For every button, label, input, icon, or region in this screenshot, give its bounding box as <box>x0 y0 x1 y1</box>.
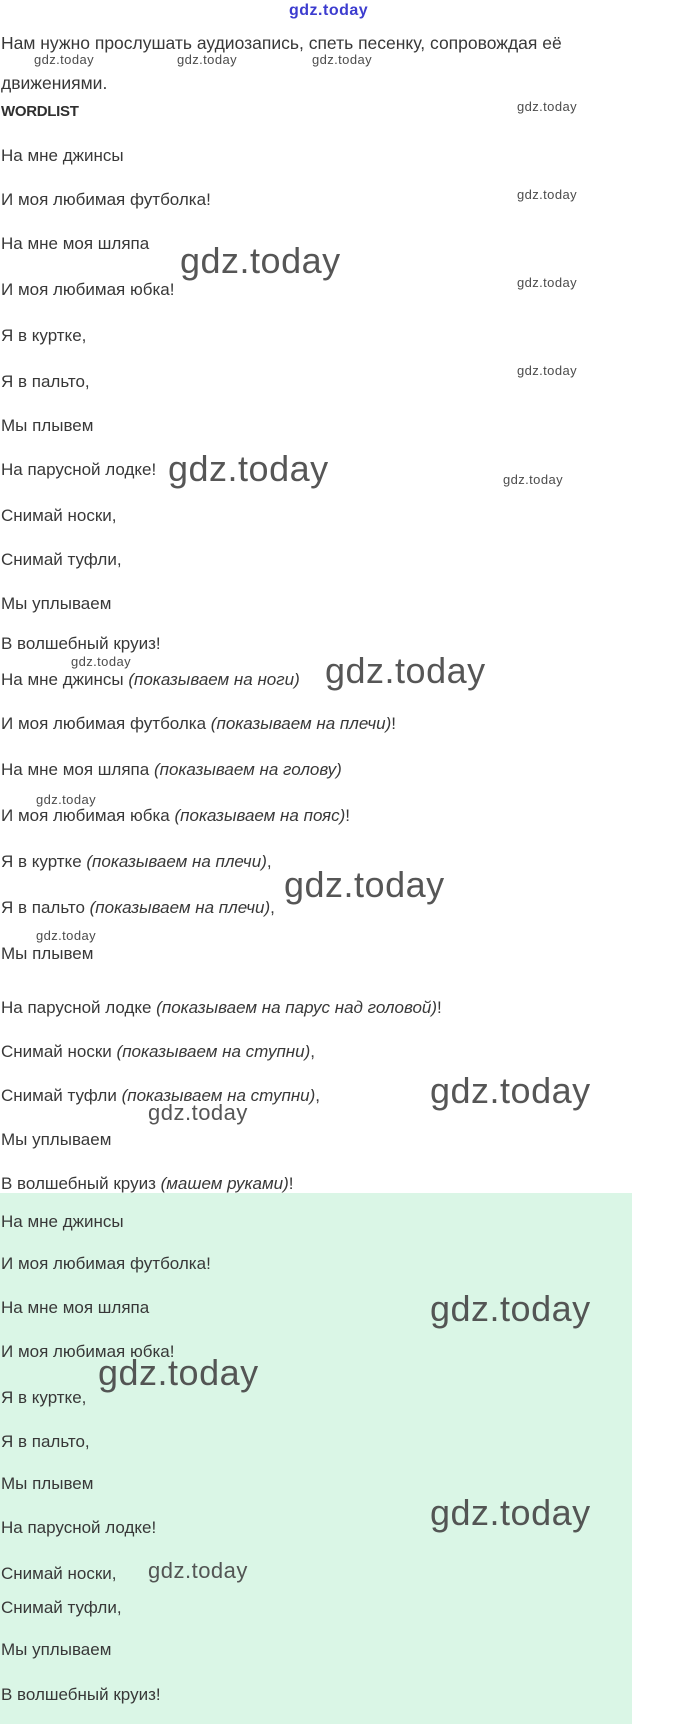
lyric-text: Снимай носки, <box>1 506 117 525</box>
action-note: (машем руками) <box>160 1174 289 1193</box>
song-with-actions-line <box>1 1174 294 1193</box>
lyric-text: На парусной лодке <box>1 998 157 1017</box>
wordlist-song-line <box>1 550 122 569</box>
lyric-text: И моя любимая футболка! <box>1 190 211 209</box>
song-with-actions-line <box>1 1042 315 1061</box>
lyric-text: Я в куртке, <box>1 326 87 345</box>
action-note: (показываем на плечи) <box>86 852 267 871</box>
lyric-text: Снимай туфли <box>1 1086 122 1105</box>
highlighted-song-line <box>1 1342 174 1361</box>
watermark-gdz-today: gdz.today <box>430 1288 591 1329</box>
watermark-gdz-today: gdz.today <box>168 448 329 489</box>
lyric-text: На мне моя шляпа <box>1 234 150 253</box>
lyric-text: Снимай носки <box>1 1042 117 1061</box>
action-note: (показываем на парус над головой) <box>156 998 438 1017</box>
lyric-text: Мы уплываем <box>1 1640 112 1659</box>
highlighted-song-line <box>1 1640 111 1659</box>
watermark-gdz-today: gdz.today <box>503 472 563 487</box>
wordlist-song-line <box>1 234 149 253</box>
watermark-gdz-today: gdz.today <box>36 928 96 943</box>
wordlist-song-line <box>1 146 124 165</box>
song-with-actions-line <box>1 806 350 825</box>
song-with-actions-line <box>1 1130 111 1149</box>
lyric-text: На мне моя шляпа <box>1 760 154 779</box>
lyric-text: Я в пальто, <box>1 372 90 391</box>
lyric-text: И моя любимая футболка! <box>1 1254 211 1273</box>
wordlist-song-line <box>1 372 90 391</box>
lyric-text: На парусной лодке! <box>1 1518 157 1537</box>
watermark-gdz-today: gdz.today <box>517 363 577 378</box>
highlighted-song-line <box>1 1212 124 1231</box>
watermark-gdz-today: gdz.today <box>180 240 341 281</box>
lyric-text: На мне моя шляпа <box>1 1298 150 1317</box>
watermark-gdz-today: gdz.today <box>34 52 94 67</box>
watermark-gdz-today: gdz.today <box>312 52 372 67</box>
highlighted-song-line <box>1 1388 86 1407</box>
lyric-text: Снимай туфли, <box>1 1598 122 1617</box>
lyric-text: На мне джинсы <box>1 1212 124 1231</box>
watermark-gdz-today: gdz.today <box>148 1558 248 1583</box>
lyric-text: И моя любимая юбка! <box>1 1342 175 1361</box>
highlighted-song-line <box>1 1298 149 1317</box>
lyric-punctuation: ! <box>288 1174 294 1193</box>
task-text-line2: движениями. <box>1 73 108 93</box>
lyric-text: Я в куртке, <box>1 1388 87 1407</box>
lyric-punctuation: , <box>270 898 275 917</box>
lyric-text: В волшебный круиз! <box>1 1685 161 1704</box>
song-with-actions-line <box>1 944 93 963</box>
highlighted-song-line <box>1 1598 122 1617</box>
lyric-punctuation: , <box>310 1042 315 1061</box>
highlighted-song-line <box>1 1518 156 1537</box>
action-note: (показываем на ступни) <box>121 1086 316 1105</box>
highlighted-song-line <box>1 1685 161 1704</box>
wordlist-song-line <box>1 280 174 299</box>
lyric-text: В волшебный круиз <box>1 1174 161 1193</box>
watermark-gdz-today: gdz.today <box>430 1070 591 1111</box>
watermark-gdz-today: gdz.today <box>289 2 369 19</box>
wordlist-song-line <box>1 460 156 479</box>
song-with-actions-line <box>1 998 442 1017</box>
lyric-punctuation: ! <box>437 998 442 1017</box>
lyric-text: И моя любимая юбка! <box>1 280 175 299</box>
wordlist-song-line <box>1 326 86 345</box>
highlighted-song-line <box>1 1564 117 1583</box>
lyric-text: Мы уплываем <box>1 594 112 613</box>
action-note: (показываем на ступни) <box>116 1042 311 1061</box>
watermark-gdz-today: gdz.today <box>517 275 577 290</box>
highlighted-song-line <box>1 1474 93 1493</box>
lyric-text: На мне джинсы <box>1 670 129 689</box>
lyric-text: Я в куртке <box>1 852 87 871</box>
lyric-punctuation: , <box>315 1086 321 1105</box>
song-with-actions-line <box>1 852 272 871</box>
action-note: (показываем на ноги) <box>128 670 300 689</box>
action-note: (показываем на плечи) <box>89 898 271 917</box>
lyric-text: Я в пальто <box>1 898 90 917</box>
watermark-gdz-today: gdz.today <box>177 52 237 67</box>
lyric-text: В волшебный круиз! <box>1 634 161 653</box>
lyric-punctuation: , <box>266 852 272 871</box>
watermark-gdz-today: gdz.today <box>517 99 577 114</box>
wordlist-song-line <box>1 416 93 435</box>
song-with-actions-line <box>1 898 275 917</box>
watermark-gdz-today: gdz.today <box>148 1100 248 1125</box>
highlighted-song-line <box>1 1254 211 1273</box>
lyric-text: И моя любимая футболка <box>1 714 211 733</box>
watermark-gdz-today: gdz.today <box>325 650 486 691</box>
lyric-text: Мы плывем <box>1 416 94 435</box>
watermark-gdz-today: gdz.today <box>430 1492 591 1533</box>
lyric-text: Снимай туфли, <box>1 550 122 569</box>
lyric-text: На мне джинсы <box>1 146 124 165</box>
wordlist-song-line <box>1 634 161 653</box>
lyric-text: Я в пальто, <box>1 1432 90 1451</box>
lyric-punctuation: ! <box>391 714 397 733</box>
song-with-actions-line <box>1 714 396 733</box>
watermark-gdz-today: gdz.today <box>71 654 131 669</box>
lyric-text: И моя любимая юбка <box>1 806 175 825</box>
watermark-gdz-today: gdz.today <box>517 187 577 202</box>
lyric-text: На парусной лодке! <box>1 460 157 479</box>
wordlist-song-line <box>1 506 117 525</box>
watermark-gdz-today: gdz.today <box>284 864 445 905</box>
wordlist-song-line <box>1 190 211 209</box>
wordlist-heading: WORDLIST <box>1 103 79 120</box>
song-with-actions-line <box>1 1086 320 1105</box>
lyric-text: Мы уплываем <box>1 1130 112 1149</box>
lyric-punctuation: ! <box>345 806 350 825</box>
lyric-text: Мы плывем <box>1 944 94 963</box>
watermark-gdz-today: gdz.today <box>98 1352 259 1393</box>
lyric-text: Мы плывем <box>1 1474 94 1493</box>
lyric-text: Снимай носки, <box>1 1564 117 1583</box>
task-text-line1: Нам нужно прослушать аудиозапись, спеть песенку, сопровождая её <box>1 33 562 53</box>
highlighted-song-line <box>1 1432 90 1451</box>
action-note: (показываем на плечи) <box>210 714 392 733</box>
action-note: (показываем на пояс) <box>174 806 346 825</box>
song-with-actions-line <box>1 670 300 689</box>
action-note: (показываем на голову) <box>153 760 342 779</box>
wordlist-song-line <box>1 594 111 613</box>
song-with-actions-line <box>1 760 342 779</box>
watermark-gdz-today: gdz.today <box>36 792 96 807</box>
